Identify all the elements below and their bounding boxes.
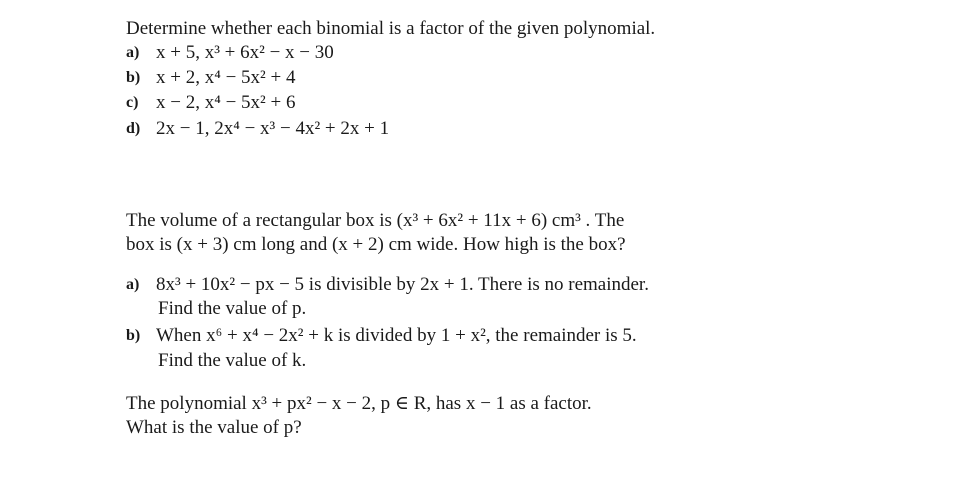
q3b-line2: Find the value of k.: [158, 350, 307, 371]
q3b-line1: When x⁶ + x⁴ − 2x² + k is divided by 1 + x², the remainder is 5.: [156, 325, 637, 346]
q1-heading: Determine whether each binomial is a factor of the given polynomial.: [126, 18, 656, 39]
q1b-expression: x + 2, x⁴ − 5x² + 4: [156, 67, 296, 88]
q1c-label: c): [126, 94, 139, 111]
q1b-label: b): [126, 69, 141, 86]
q2-line1: The volume of a rectangular box is (x³ + 6x² + 11x + 6) cm³ . The: [126, 210, 625, 231]
q3a-label: a): [126, 276, 140, 293]
q1c-expression: x − 2, x⁴ − 5x² + 6: [156, 92, 296, 113]
q1a-label: a): [126, 44, 140, 61]
q1d-label: d): [126, 120, 141, 137]
q3a-line1: 8x³ + 10x² − px − 5 is divisible by 2x + 1. There is no remainder.: [156, 274, 649, 295]
q2-line2: box is (x + 3) cm long and (x + 2) cm wide. How high is the box?: [126, 234, 626, 255]
q3b-label: b): [126, 327, 141, 344]
q4-line2: What is the value of p?: [126, 417, 302, 438]
q1a-expression: x + 5, x³ + 6x² − x − 30: [156, 42, 334, 63]
q3a-line2: Find the value of p.: [158, 298, 307, 319]
q4-line1: The polynomial x³ + px² − x − 2, p ∈ R, has x − 1 as a factor.: [126, 393, 592, 414]
q1d-expression: 2x − 1, 2x⁴ − x³ − 4x² + 2x + 1: [156, 118, 390, 139]
